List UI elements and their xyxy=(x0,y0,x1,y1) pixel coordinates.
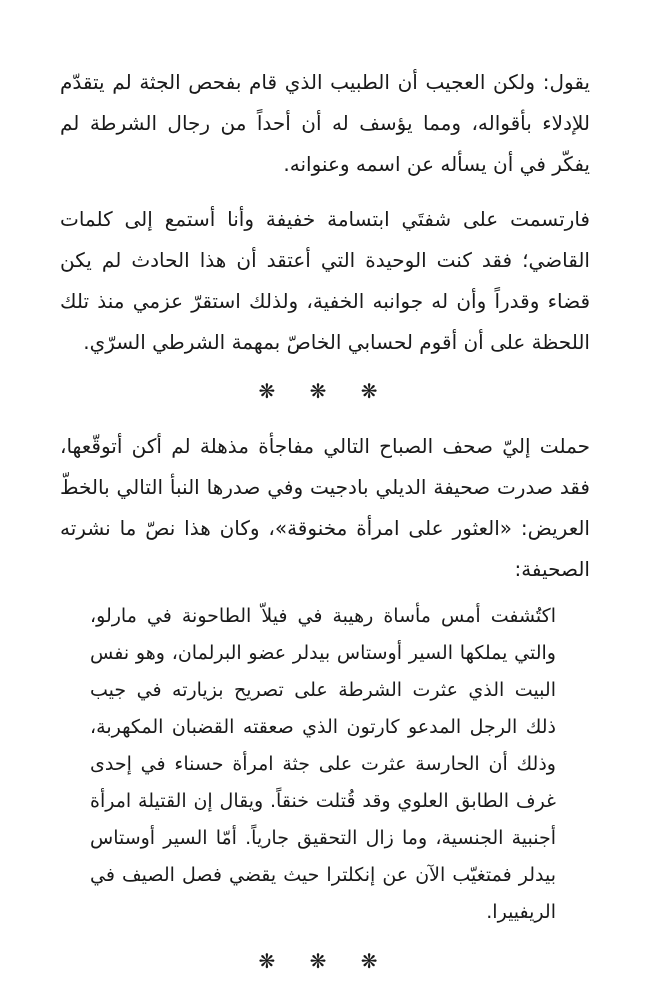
asterism-star: ❋ xyxy=(309,949,341,973)
asterism-star: ❋ xyxy=(360,379,392,403)
asterism-star: ❋ xyxy=(309,379,341,403)
paragraph-morning-news: حملت إليّ صحف الصباح التالي مفاجأة مذهلة لم أكن أتوقّعها، فقد صدرت صحيفة الديلي بادجيت وفي صدرها النبأ التالي بالخطّ العريض: «العثور على امرأة مخنوقة»، وكان هذا نصّ ما نشرته الصحيفة: xyxy=(60,434,590,581)
section-divider-end xyxy=(60,941,590,982)
section-divider xyxy=(60,371,590,412)
asterism-star: ❋ xyxy=(360,949,392,973)
asterism-star: ❋ xyxy=(258,379,290,403)
newspaper-quote: اكتُشفت أمس مأساة رهيبة في فيلاّ الطاحونة في مارلو، والتي يملكها السير أوستاس بيدلر عضو البرلمان، وهو نفس البيت الذي عثرت الشرطة على تصريح بزيارته في جيب ذلك الرجل المدعو كارتون الذي صعقته القضبان المكهربة، وذلك أن الحارسة عثرت على جثة امرأة حسناء في إحدى غرف الطابق العلوي وقد قُتلت خنقاً. ويقال إن القتيلة امرأة أجنبية الجنسية، وما زال التحقيق جارياً. أمّا السير أوستاس بيدلر فمتغيّب الآن عن إنكلترا حيث يقضي فصل الصيف في الريفييرا. xyxy=(90,605,556,923)
paragraph-narrator-resolve: فارتسمت على شفتَي ابتسامة خفيفة وأنا أستمع إلى كلمات القاضي؛ فقد كنت الوحيدة التي أعتقد أن هذا الحادث لم يكن قضاء وقدراً وأن له جوانبه الخفية، ولذلك استقرّ عزمي منذ تلك اللحظة على أن أقوم لحسابي الخاصّ بمهمة الشرطي السرّي. xyxy=(60,207,590,354)
book-page xyxy=(60,62,590,996)
asterism-star: ❋ xyxy=(258,949,290,973)
paragraph-doctor-testimony: يقول: ولكن العجيب أن الطبيب الذي قام بفحص الجثة لم يتقدّم للإدلاء بأقواله، ومما يؤسف له أن أحداً من رجال الشرطة لم يفكّر في أن يسأله عن اسمه وعنوانه. xyxy=(60,70,590,176)
